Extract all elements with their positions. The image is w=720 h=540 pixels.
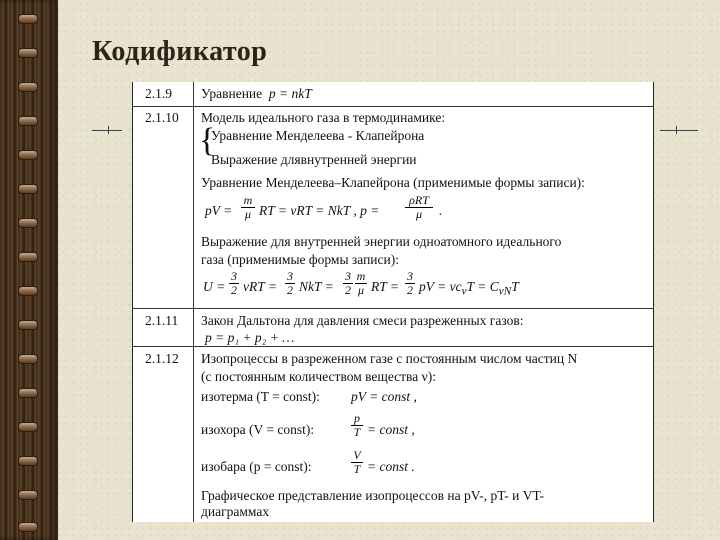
fraction [405, 194, 433, 221]
crop-mark-left [92, 130, 122, 131]
brace-item: Выражение длявнутренней энергии [211, 152, 417, 167]
row-divider [133, 346, 653, 347]
row-text: Выражение для внутренней энергии одноатомного идеального [201, 234, 562, 249]
denominator: μ [415, 207, 423, 221]
numerator: m [356, 269, 366, 283]
formula: νRT = [243, 279, 277, 294]
formula: pV = [205, 203, 233, 218]
denominator: 2 [287, 283, 293, 297]
subscript: ν [461, 285, 467, 298]
row-text: Закон Дальтона для давления смеси разреженных газов: [201, 313, 524, 328]
denominator: 2 [231, 283, 237, 297]
row-text: (с постоянным количеством вещества ν): [201, 369, 436, 384]
fraction [351, 412, 363, 439]
crop-tick-left [108, 126, 109, 134]
curly-brace: { [199, 122, 216, 159]
slide-title: Кодификатор [92, 36, 268, 67]
formula-part: T [511, 279, 519, 294]
brace-item: Уравнение Менделеева - Клапейрона [211, 128, 425, 143]
denominator: 2 [345, 283, 351, 297]
row-text [201, 86, 312, 102]
subscript: νN [498, 285, 512, 298]
formula-part: pV = νc [419, 279, 462, 294]
numerator: ρRT [405, 194, 433, 208]
formula: = const . [367, 459, 415, 474]
fraction [343, 270, 353, 297]
denominator: T [353, 462, 361, 476]
formula: . [439, 203, 443, 218]
denominator: μ [244, 207, 252, 221]
denominator: 2 [407, 283, 413, 297]
codifier-table [132, 82, 654, 522]
isoprocess-label: изохора (V = const): [201, 422, 315, 437]
denominator: μ [357, 283, 365, 297]
row-divider [133, 308, 653, 309]
formula: p = p₁ + p₂ + … [205, 330, 295, 345]
formula: U = [203, 279, 226, 294]
column-divider [193, 82, 194, 522]
row-text: Изопроцессы в разреженном газе с постоянным числом частиц N [201, 351, 578, 366]
fraction [241, 194, 255, 221]
fraction [405, 270, 415, 297]
numerator: 3 [407, 269, 413, 283]
binding-rings [18, 0, 38, 540]
formula: pV = const , [351, 389, 417, 404]
numerator: 3 [287, 269, 293, 283]
isoprocess-label: изобара (p = const): [201, 459, 312, 474]
row-text: Графическое представление изопроцессов на pV-, pT- и VT- [201, 488, 544, 503]
row-text: диаграммах [201, 504, 270, 519]
numerator: V [351, 449, 363, 463]
fraction [285, 270, 295, 297]
row-number: 2.1.12 [145, 351, 179, 366]
formula: NkT = [299, 279, 334, 294]
crop-tick-right [676, 126, 677, 134]
fraction [355, 270, 367, 297]
row-text: Уравнение Менделеева–Клапейрона (применимые формы записи): [201, 175, 585, 190]
formula: RT = νRT = NkT , p = [259, 203, 380, 218]
row-number: 2.1.11 [145, 313, 179, 328]
numerator: m [241, 194, 255, 208]
numerator: p [351, 412, 363, 426]
row-divider [133, 106, 653, 107]
row-text: газа (применимые формы записи): [201, 252, 399, 267]
numerator: 3 [345, 269, 351, 283]
formula: RT = [371, 279, 399, 294]
fraction [351, 449, 363, 476]
row-label: Уравнение [201, 86, 263, 101]
numerator: 3 [231, 269, 237, 283]
row-text: Модель идеального газа в термодинамике: [201, 110, 446, 125]
formula: p = nkT [268, 86, 312, 101]
formula: = const , [367, 422, 415, 437]
row-number: 2.1.9 [145, 86, 172, 101]
fraction [229, 270, 239, 297]
row-number: 2.1.10 [145, 110, 179, 125]
denominator: T [353, 425, 361, 439]
crop-mark-right [660, 130, 698, 131]
formula [419, 279, 519, 298]
formula-part: T = C [466, 279, 499, 294]
isoprocess-label: изотерма (T = const): [201, 389, 320, 404]
